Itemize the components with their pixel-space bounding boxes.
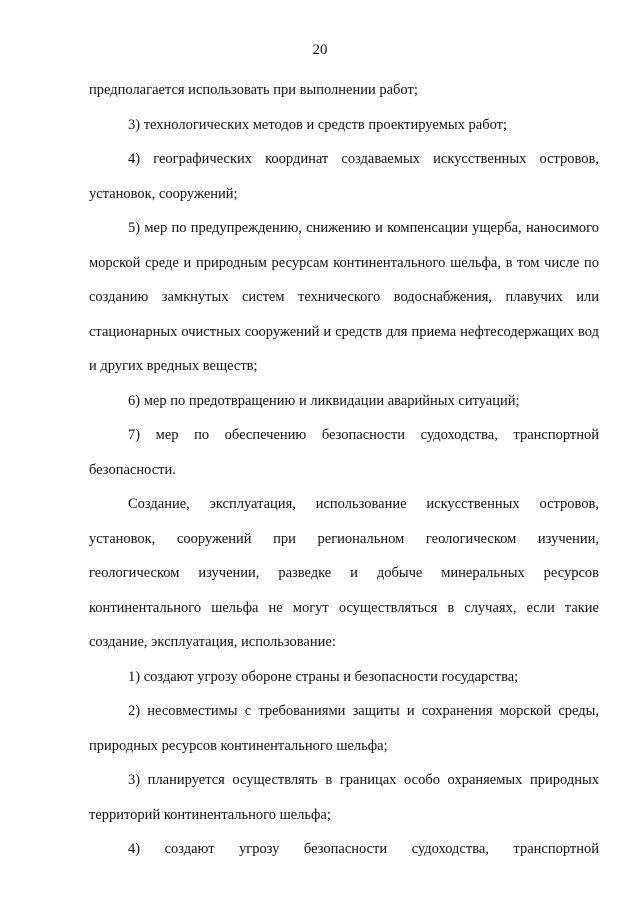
restriction-item-3: 3) планируется осуществлять в границах особо охраняемых природных территорий континентального шельфа; xyxy=(89,772,599,823)
list-item-3-technological-methods: 3) технологических методов и средств проектируемых работ; xyxy=(128,116,508,133)
list-item-7-navigation-safety: 7) мер по обеспечению безопасности судоходства, транспортной безопасности. xyxy=(89,427,599,478)
page-number: 20 xyxy=(312,42,328,58)
list-item-6-emergency-measures: 6) мер по предотвращению и ликвидации аварийных ситуаций; xyxy=(128,392,520,409)
restriction-item-4: 4) создают угрозу безопасности судоходства, транспортной xyxy=(128,841,599,857)
restriction-item-2: 2) несовместимы с требованиями защиты и сохранения морской среды, природных ресурсов континентального шельфа; xyxy=(89,703,599,754)
document-body xyxy=(89,73,599,867)
list-item-5-damage-prevention: 5) мер по предупреждению, снижению и компенсации ущерба, наносимого морской среде и природным ресурсам континентального шельфа, в том числе по созданию замкнутых систем технического водоснабжения, плавучих или стационарных очистных сооружений и средств для приема нефтесодержащих вод и других вредных веществ; xyxy=(89,220,599,374)
restriction-item-1: 1) создают угрозу обороне страны и безопасности государства; xyxy=(128,668,519,685)
list-item-4-geographic-coordinates: 4) географических координат создаваемых искусственных островов, установок, сооружений; xyxy=(89,151,599,202)
paragraph: предполагается использовать при выполнении работ; xyxy=(89,82,418,98)
paragraph-restrictions-intro: Создание, эксплуатация, использование искусственных островов, установок, сооружений при региональном геологическом изучении, геологическом изучении, разведке и добыче минеральных ресурсов континентального шельфа не могут осуществляться в случаях, если такие создание, эксплуатация, использование: xyxy=(89,496,599,650)
